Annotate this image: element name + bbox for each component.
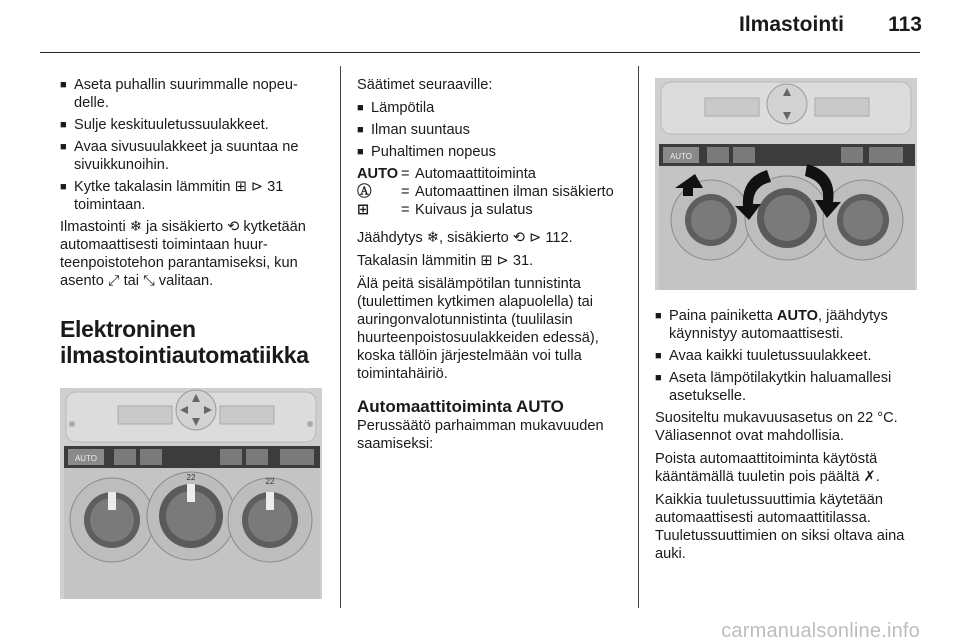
bullet-icon: ■ xyxy=(60,119,67,131)
site-watermark: carmanualsonline.info xyxy=(721,620,920,642)
legend-value: Automaattinen ilman sisäkierto xyxy=(415,184,614,200)
body-paragraph: Kaikkia tuuletussuuttimia käytetään automaattisesti automaattitilassa. Tuuletussuuttimien on siksi oltava aina auki. xyxy=(655,492,905,562)
body-paragraph: Poista automaattitoiminta käytöstä kääntämällä tuuletin pois päältä ✗. xyxy=(655,451,880,485)
temp-label-right: 22 xyxy=(265,477,275,486)
legend-value: Automaattitoiminta xyxy=(415,166,536,182)
bullet-item: ■ Avaa sivusuulakkeet ja suuntaa ne sivuikkunoihin. xyxy=(60,139,299,173)
auto-mode-illustration xyxy=(655,78,917,290)
legend-value: Kuivaus ja sulatus xyxy=(415,202,533,218)
legend-eq: = xyxy=(401,202,410,218)
bullet-item: ■ Kytke takalasin lämmitin ⊞ ⊳ 31 toimintaan. xyxy=(60,179,284,213)
bullet-item xyxy=(655,307,921,343)
temp-label-left: 22 xyxy=(186,473,196,482)
bullet-icon: ■ xyxy=(655,310,662,322)
bullet-text: Paina painiketta xyxy=(669,308,777,324)
bullet-icon: ■ xyxy=(357,102,364,114)
section-heading: Elektroninen ilmastointiautomatiikka xyxy=(60,316,309,368)
bullet-item: ■ Lämpötila xyxy=(357,100,435,116)
subsection-heading: Automaattitoiminta AUTO xyxy=(357,397,564,416)
column-1 xyxy=(60,76,322,604)
bullet-item: ■ Sulje keskituuletussuulakkeet. xyxy=(60,117,269,133)
body-paragraph: Jäähdytys ❄, sisäkierto ⟲ ⊳ 112. xyxy=(357,230,573,246)
body-paragraph: Ilmastointi ❄ ja sisäkierto ⟲ kytketään automaattisesti toimintaan huurteenpoistotehon parantamiseksi, kun asento ⤢ tai ⤡ valitaan. xyxy=(60,219,306,289)
legend-row xyxy=(357,165,623,183)
climate-panel-illustration xyxy=(60,388,322,599)
header-rule xyxy=(40,52,920,53)
bullet-item: ■ Aseta lämpötilakytkin haluamallesi asetukselle. xyxy=(655,370,892,404)
page-number: 113 xyxy=(888,13,922,36)
auto-label: AUTO xyxy=(776,308,819,324)
body-paragraph: Älä peitä sisälämpötilan tunnistinta (tuulettimen kytkimen alapuolella) tai auringonvalotunnistinta (tuulilasin huurteenpoistosuulakkeiden edessä), koska tällöin järjestelmään voi tulla toimintahäiriö. xyxy=(357,276,599,382)
bullet-icon: ■ xyxy=(60,181,67,193)
bullet-icon: ■ xyxy=(60,79,67,91)
bullet-icon: ■ xyxy=(357,146,364,158)
auto-button-label: AUTO xyxy=(74,454,98,463)
bullet-text: , jäähdytys käynnistyy automaattisesti. xyxy=(669,308,888,342)
legend-row xyxy=(357,201,623,219)
bullet-icon: ■ xyxy=(357,124,364,136)
legend-key: ⊞ xyxy=(357,202,370,218)
auto-button-label-2: AUTO xyxy=(669,152,693,161)
controls-intro: Säätimet seuraaville: xyxy=(357,77,493,93)
page-header-title: Ilmastointi xyxy=(738,13,844,36)
legend-key: Ⓐ xyxy=(357,184,372,200)
legend-eq: = xyxy=(401,184,410,200)
bullet-item: ■ Ilman suuntaus xyxy=(357,122,470,138)
column-2 xyxy=(357,76,623,458)
column-3 xyxy=(655,76,921,568)
legend-eq: = xyxy=(401,166,410,182)
bullet-icon: ■ xyxy=(655,372,662,384)
bullet-icon: ■ xyxy=(655,350,662,362)
legend-key: AUTO xyxy=(357,166,399,182)
bullet-item: ■ Aseta puhallin suurimmalle nopeudelle. xyxy=(60,77,298,111)
legend-row xyxy=(357,183,623,201)
bullet-item: ■ Puhaltimen nopeus xyxy=(357,144,496,160)
legend-table xyxy=(357,165,623,219)
body-paragraph: Perussäätö parhaimman mukavuuden saamiseksi: xyxy=(357,418,604,452)
body-paragraph: Suositeltu mukavuusasetus on 22 °C. Väliasennot ovat mahdollisia. xyxy=(655,410,898,444)
body-paragraph: Takalasin lämmitin ⊞ ⊳ 31. xyxy=(357,253,534,269)
column-divider-1 xyxy=(340,66,341,608)
bullet-icon: ■ xyxy=(60,141,67,153)
column-divider-2 xyxy=(638,66,639,608)
bullet-item: ■ Avaa kaikki tuuletussuulakkeet. xyxy=(655,348,872,364)
